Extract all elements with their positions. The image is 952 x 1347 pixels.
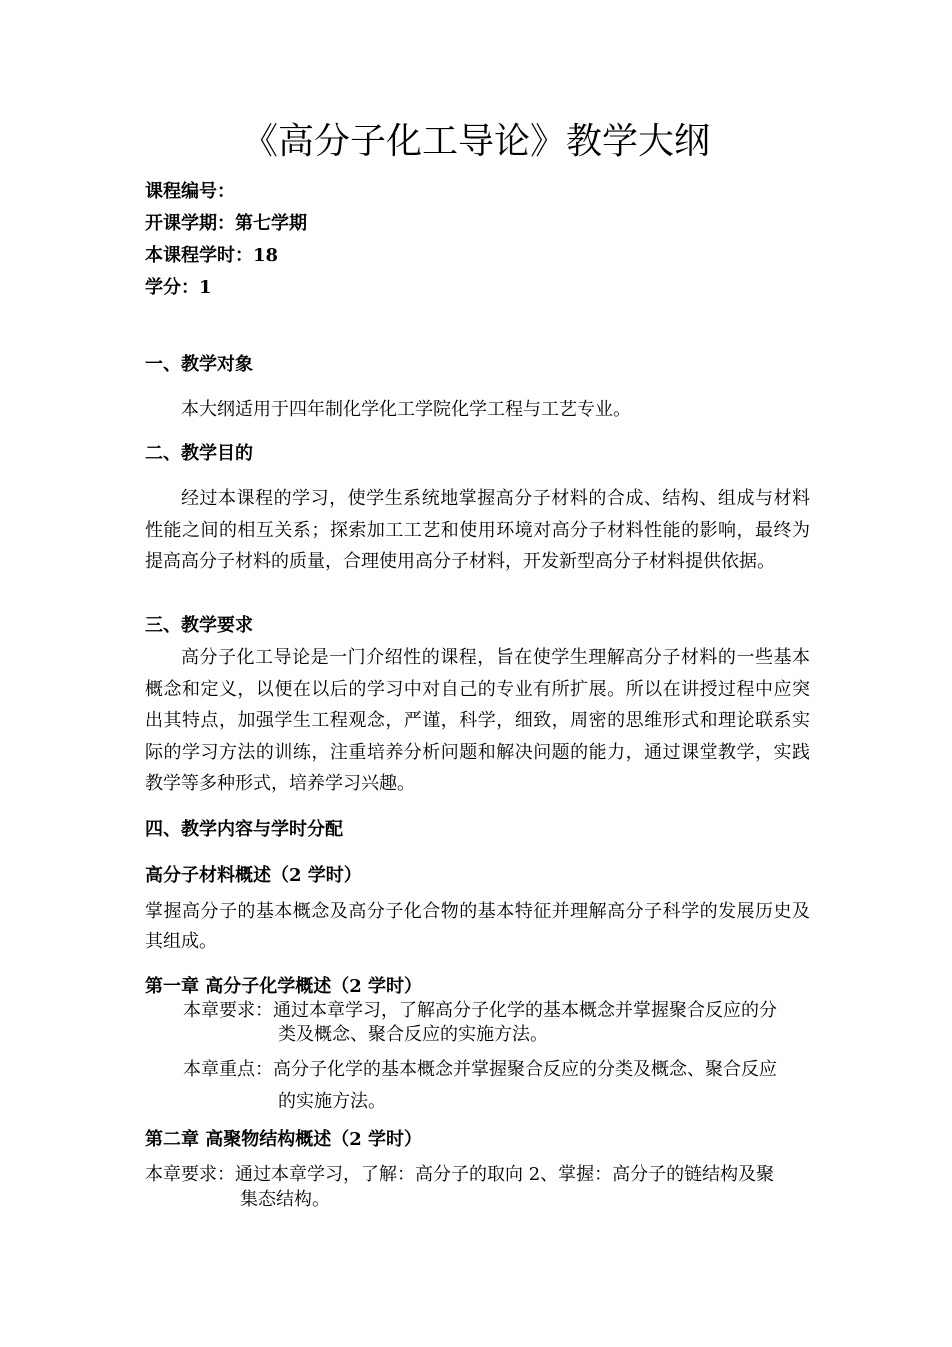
section-heading-requirements: 三、教学要求 bbox=[145, 615, 253, 636]
chapter1-requirement-line1: 通过本章学习，了解高分子化学的基本概念并掌握聚合反应的分 bbox=[273, 1000, 777, 1021]
chapter1-requirement-line2: 类及概念、聚合反应的实施方法。 bbox=[278, 1024, 548, 1045]
document-title: 《高分子化工导论》教学大纲 bbox=[241, 121, 710, 162]
section-body-purpose: 经过本课程的学习，使学生系统地掌握高分子材料的合成、结构、组成与材料性能之间的相互关系；探索加工工艺和使用环境对高分子材料性能的影响，最终为提高高分子材料的质量，合理使用高分子材料，开发新型高分子材料提供依据。 bbox=[145, 488, 810, 572]
overview-heading: 高分子材料概述（2 学时） bbox=[145, 865, 362, 886]
chapter2-requirement-label: 本章要求： bbox=[145, 1164, 235, 1185]
section-heading-content: 四、教学内容与学时分配 bbox=[145, 819, 343, 840]
chapter1-keypoint-line1: 高分子化学的基本概念并掌握聚合反应的分类及概念、聚合反应 bbox=[273, 1059, 777, 1080]
chapter1-keypoint-line2: 的实施方法。 bbox=[278, 1091, 386, 1112]
section-heading-target: 一、教学对象 bbox=[145, 354, 253, 375]
course-credits: 学分：1 bbox=[145, 277, 212, 298]
chapter2-requirement-line2: 集态结构。 bbox=[240, 1189, 330, 1210]
course-code: 课程编号： bbox=[145, 181, 235, 202]
section-body-requirements: 高分子化工导论是一门介绍性的课程，旨在使学生理解高分子材料的一些基本概念和定义，以便在以后的学习中对自己的专业有所扩展。所以在讲授过程中应突出其特点，加强学生工程观念，严谨，科学，细致，周密的思维形式和理论联系实际的学习方法的训练，注重培养分析问题和解决问题的能力，通过课堂教学，实践教学等多种形式，培养学习兴趣。 bbox=[145, 647, 810, 794]
chapter2-heading: 第二章 高聚物结构概述（2 学时） bbox=[145, 1129, 423, 1150]
chapter1-keypoint-label: 本章重点： bbox=[183, 1059, 273, 1080]
chapter1-requirement-label: 本章要求： bbox=[183, 1000, 273, 1021]
section-heading-purpose: 二、教学目的 bbox=[145, 443, 253, 464]
overview-body: 掌握高分子的基本概念及高分子化合物的基本特征并理解高分子科学的发展历史及其组成。 bbox=[145, 901, 810, 952]
course-semester: 开课学期：第七学期 bbox=[145, 213, 307, 234]
chapter1-heading: 第一章 高分子化学概述（2 学时） bbox=[145, 976, 423, 997]
section-body-target: 本大纲适用于四年制化学化工学院化学工程与工艺专业。 bbox=[181, 399, 631, 420]
course-hours: 本课程学时：18 bbox=[145, 245, 279, 266]
chapter2-requirement-line1: 通过本章学习，了解：高分子的取向 2、掌握：高分子的链结构及聚 bbox=[235, 1164, 775, 1185]
